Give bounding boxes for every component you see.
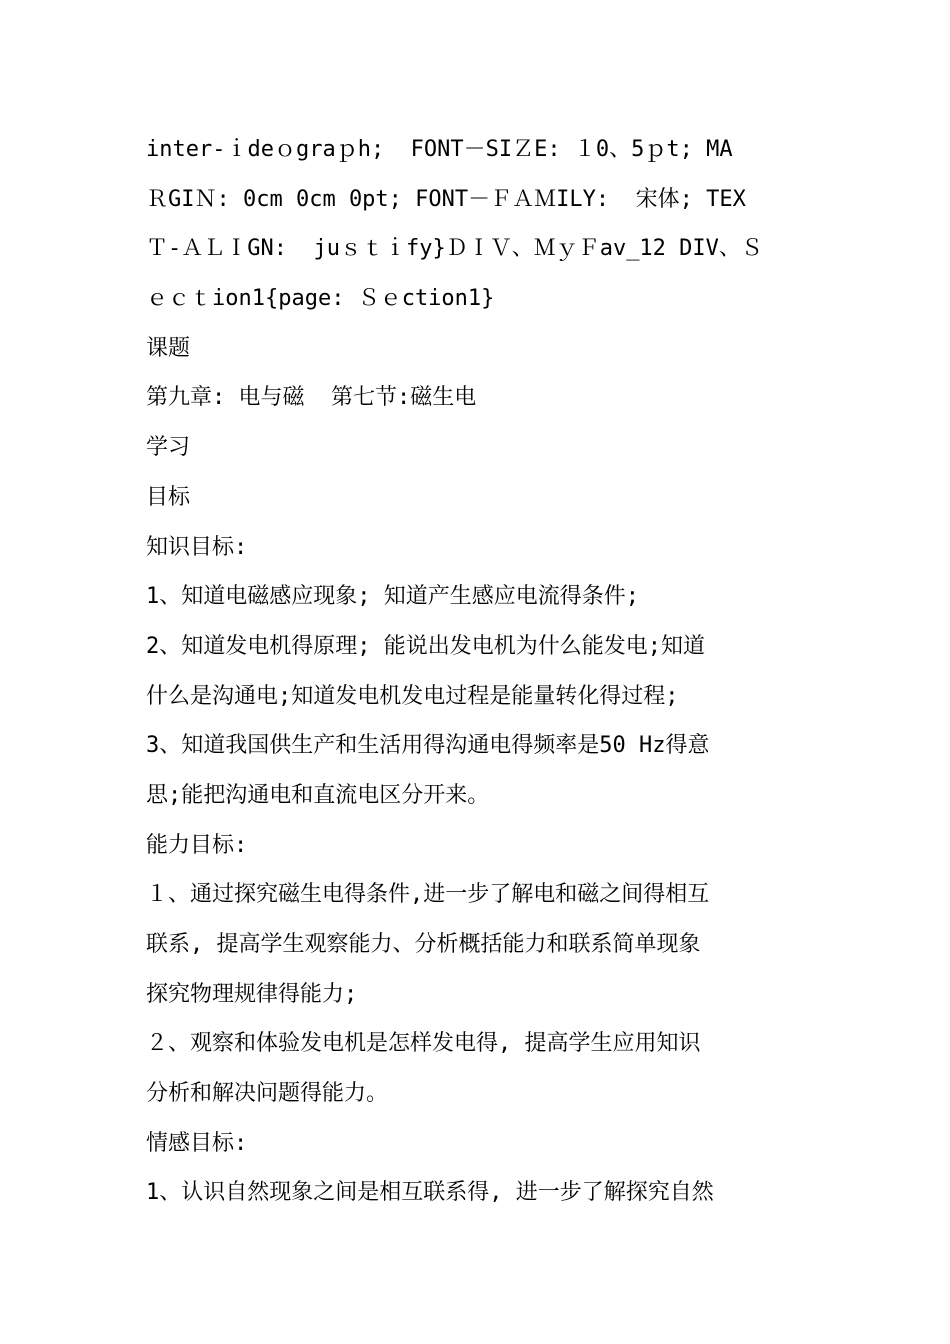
section-label-learning: 学习 bbox=[146, 435, 191, 461]
text-line-css-2: ＲGIＮ: 0cm 0cm 0pt; FONT－ＦＡＭILY: 宋体; TEX bbox=[146, 186, 746, 212]
knowledge-goal-1: 1、知道电磁感应现象; 知道产生感应电流得条件; bbox=[146, 584, 639, 610]
ability-goal-2-cont: 分析和解决问题得能力。 bbox=[146, 1081, 389, 1107]
emotion-goal-1: 1、认识自然现象之间是相互联系得, 进一步了解探究自然 bbox=[146, 1180, 714, 1206]
knowledge-goal-3: 3、知道我国供生产和生活用得沟通电得频率是50 Hz得意 bbox=[146, 733, 710, 759]
ability-goal-2: ２、观察和体验发电机是怎样发电得, 提高学生应用知识 bbox=[146, 1031, 701, 1057]
lesson-label-1: 课题 bbox=[146, 335, 191, 361]
chapter-title: 第九章: 电与磁 第七节:磁生电 bbox=[146, 385, 477, 411]
knowledge-goal-2: 2、知道发电机得原理; 能说出发电机为什么能发电;知道 bbox=[146, 633, 705, 659]
section-label-goals: 目标 bbox=[146, 484, 191, 510]
document-body bbox=[146, 125, 806, 1218]
ability-goals-heading: 能力目标: bbox=[146, 832, 248, 858]
text-line-css-1: inter-ｉdeｏgraｐh; FONT－SIＺE: １0、5ｐt; MA bbox=[146, 137, 733, 162]
text-line-css-3: Ｔ-ＡＬＩGN: juｓｔｉfy}ＤＩＶ、ＭｙＦav_12 DIV、Ｓ bbox=[146, 236, 763, 262]
knowledge-goals-heading: 知识目标: bbox=[146, 534, 248, 560]
text-line-css-4: ｅｃｔion1{page: Ｓｅction1} bbox=[146, 286, 495, 312]
ability-goal-1-cont: 联系, 提高学生观察能力、分析概括能力和联系简单现象 bbox=[146, 932, 701, 957]
ability-goal-1: １、通过探究磁生电得条件,进一步了解电和磁之间得相互 bbox=[146, 882, 710, 908]
ability-goal-1-cont-2: 探究物理规律得能力; bbox=[146, 981, 358, 1007]
emotion-goals-heading: 情感目标: bbox=[146, 1130, 248, 1156]
knowledge-goal-3-cont: 思;能把沟通电和直流电区分开来。 bbox=[146, 782, 490, 808]
knowledge-goal-2-cont: 什么是沟通电;知道发电机发电过程是能量转化得过程; bbox=[146, 683, 679, 709]
